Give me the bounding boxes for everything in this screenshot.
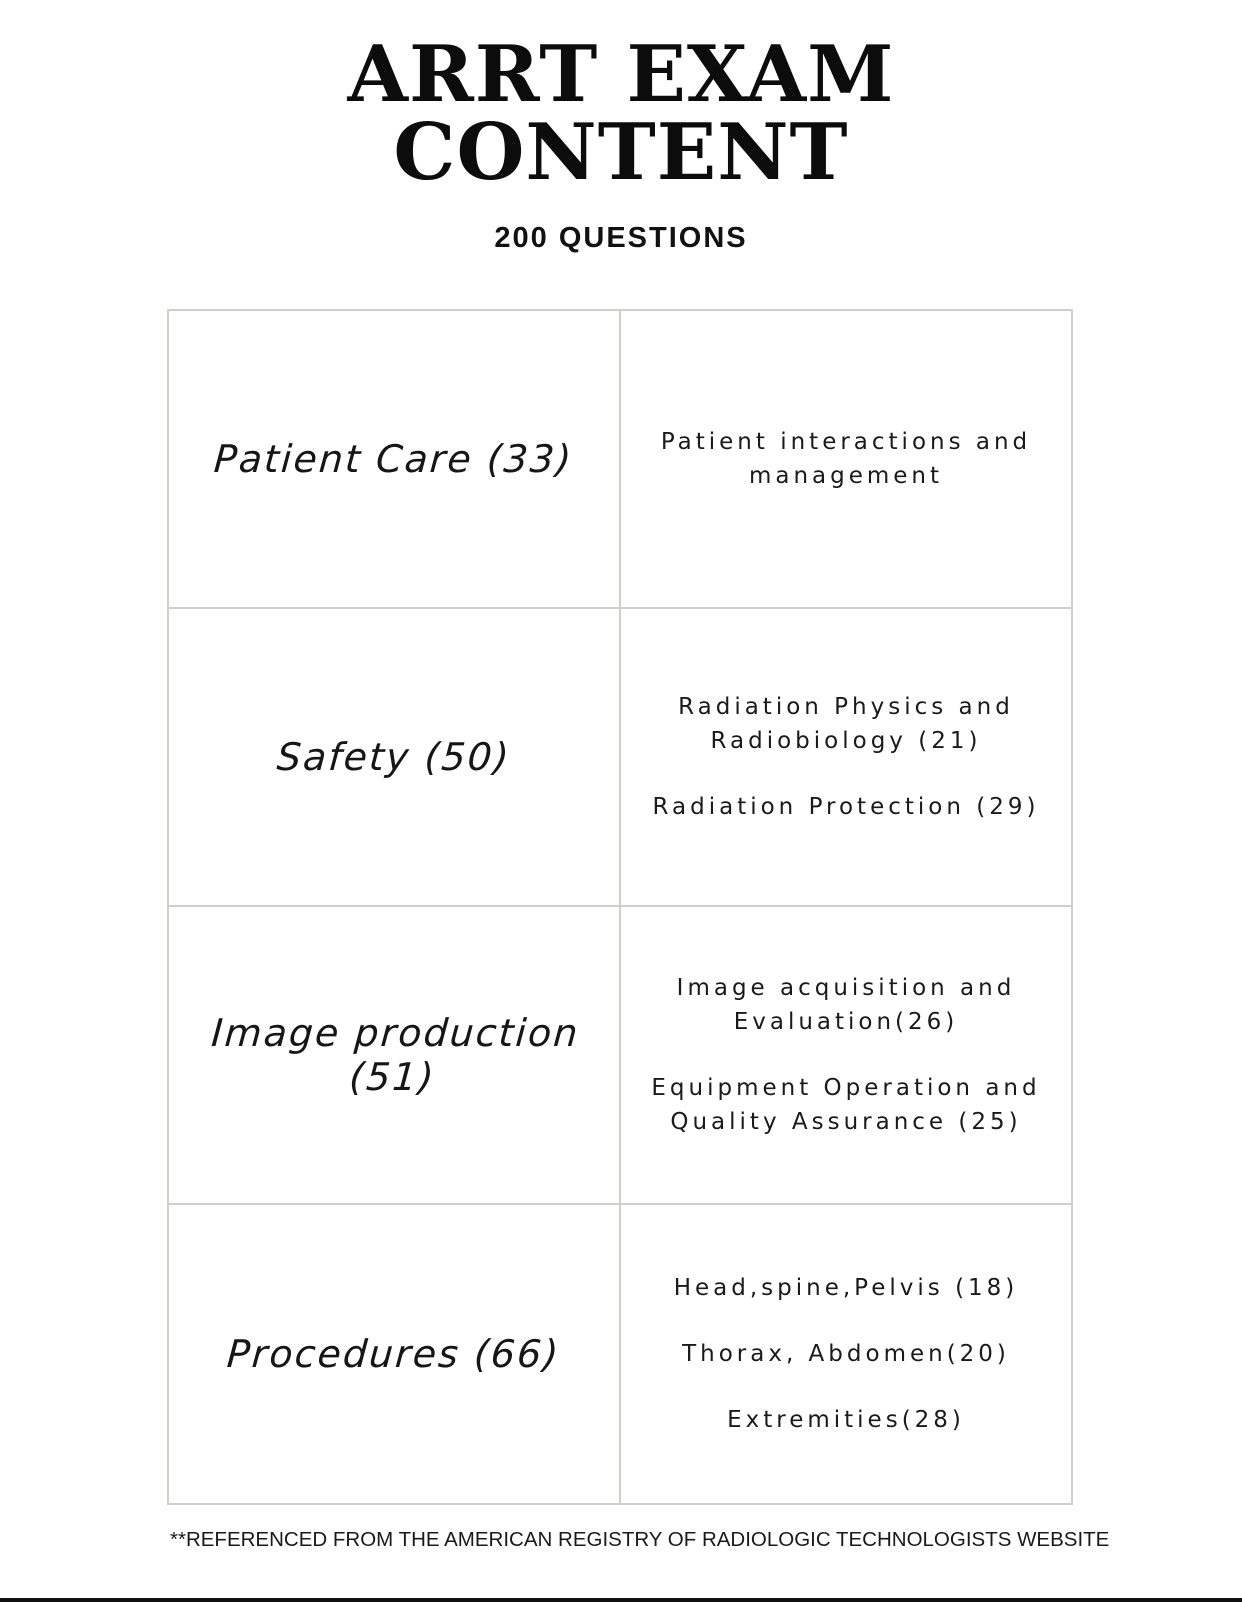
category-cell-image-production <box>169 907 621 1205</box>
question-count: 200 QUESTIONS <box>494 222 748 254</box>
category-cell-safety <box>169 609 621 907</box>
details-cell-procedures <box>621 1205 1071 1503</box>
detail-item: Image acquisition and Evaluation(26) <box>676 975 1016 1035</box>
content-table <box>167 309 1073 1505</box>
reference-note: **REFERENCED FROM THE AMERICAN REGISTRY OF RADIOLOGIC TECHNOLOGISTS WEBSITE <box>170 1528 1110 1551</box>
category-cell-procedures <box>169 1205 621 1503</box>
detail-item: Extremities(28) <box>727 1407 965 1433</box>
title-line-2: CONTENT <box>393 107 849 198</box>
detail-item: Radiation Protection (29) <box>652 794 1040 820</box>
detail-item: Radiation Physics and Radiobiology (21) <box>678 694 1014 754</box>
detail-item: Patient interactions and management <box>660 429 1032 489</box>
category-label: Image production (51) <box>210 1011 582 1099</box>
details-cell-patient-care <box>621 311 1071 609</box>
details-cell-image-production <box>621 907 1071 1205</box>
category-label: Patient Care (33) <box>212 437 576 481</box>
bottom-divider <box>0 1598 1242 1602</box>
detail-item: Head,spine,Pelvis (18) <box>673 1275 1019 1301</box>
details-cell-safety <box>621 609 1071 907</box>
category-label: Safety (50) <box>275 735 513 779</box>
page-title <box>0 29 1242 198</box>
detail-item: Equipment Operation and Quality Assurance (25) <box>651 1075 1041 1135</box>
title-line-1: ARRT EXAM <box>347 29 895 120</box>
detail-item: Thorax, Abdomen(20) <box>682 1341 1010 1367</box>
category-cell-patient-care <box>169 311 621 609</box>
category-label: Procedures (66) <box>225 1332 563 1376</box>
